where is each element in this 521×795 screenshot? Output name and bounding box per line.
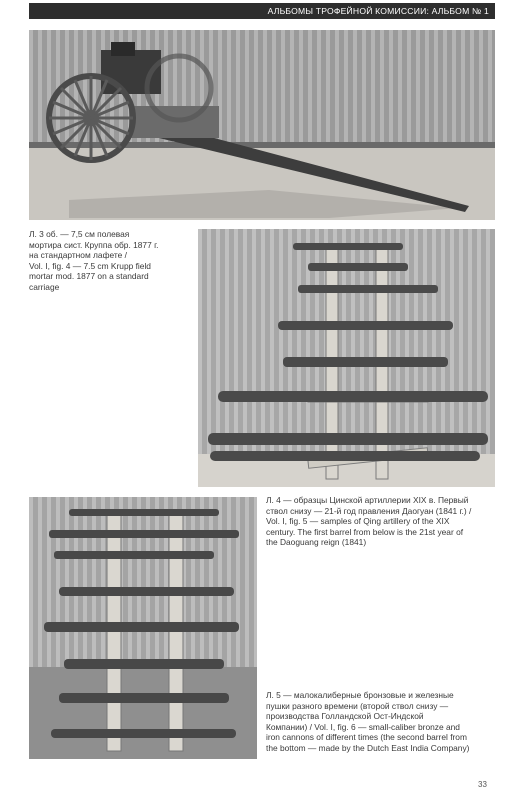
caption-line: iron cannons of different times (the second barrel from [266, 732, 467, 743]
caption-line: Vol. I, fig. 5 — samples of Qing artillery of the XIX [266, 516, 450, 527]
caption-line: Vol. I, fig. 4 — 7.5 cm Krupp field [29, 260, 151, 271]
running-header [29, 3, 495, 19]
caption-line: Л. 3 об. — 7,5 см полевая [29, 229, 130, 239]
qing-rack-image [198, 229, 495, 487]
caption-line: ствол снизу — 21-й год правления Даогуан (1841 г.) / [266, 505, 472, 516]
caption-line: carriage [29, 281, 60, 292]
caption-line: мортира сист. Круппа обр. 1877 г. [29, 239, 159, 250]
caption-line: на стандартном лафете / [29, 250, 127, 261]
page-number: 33 [478, 780, 487, 789]
running-title: АЛЬБОМЫ ТРОФЕЙНОЙ КОМИССИИ: АЛЬБОМ № 1 [267, 6, 489, 16]
caption-line: Л. 5 — малокалиберные бронзовые и железные [266, 690, 454, 700]
caption-line: пушки разного времени (второй ствол снизу — [266, 700, 449, 711]
caption-line: mortar mod. 1877 on a standard [29, 271, 149, 282]
caption-line: производства Голландской Ост-Индской [266, 711, 424, 722]
cannons-rack-image [29, 497, 257, 759]
photo-qing-artillery [198, 229, 495, 487]
caption-fig5 [266, 495, 496, 548]
mortar-image [29, 30, 495, 220]
photo-small-caliber-cannons [29, 497, 257, 759]
caption-fig6 [266, 690, 496, 754]
caption-line: Л. 4 — образцы Цинской артиллерии XIX в. Первый [266, 495, 469, 505]
photo-krupp-mortar [29, 30, 495, 220]
caption-line: the Daoguang reign (1841) [266, 537, 367, 548]
caption-line: century. The first barrel from below is the 21st year of [266, 526, 464, 537]
caption-line: the bottom — made by the Dutch East India Company) [266, 742, 470, 753]
caption-line: Компании) / Vol. I, fig. 6 — small-caliber bronze and [266, 721, 460, 732]
caption-fig4 [29, 229, 204, 293]
